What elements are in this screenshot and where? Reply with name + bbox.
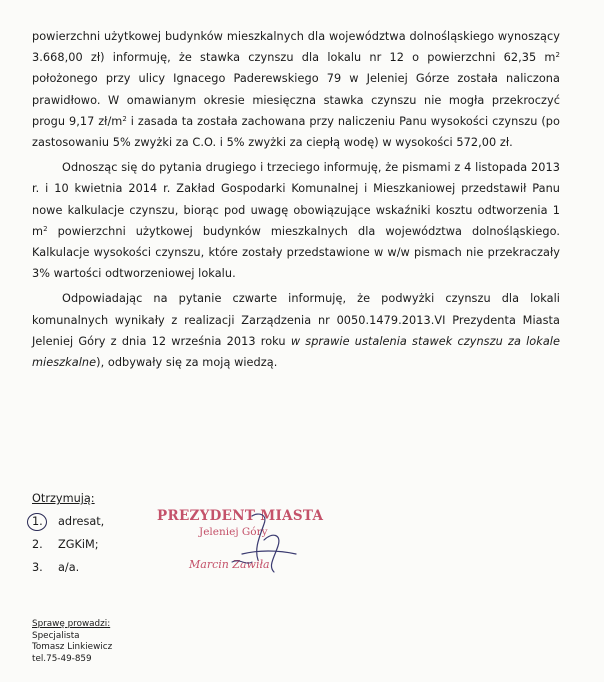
- handwritten-circle-mark: [27, 513, 47, 531]
- stamp-subtitle: Jeleniej Góry: [199, 526, 268, 538]
- paragraph-rent-rate: powierzchni użytkowej budynków mieszkalnych dla województwa dolnośląskiego wynoszący 3.668,00 zł) informuję, że stawka czynszu dla lokalu nr 12 o powierzchni 62,35 $m^2$ położonego przy ulicy Ignacego Paderewskiego 79 w Jeleniej Górze została naliczona prawidłowo. W omawianym okresie miesięczna stawka czynszu nie mogła przekroczyć progu 9,17 $zł/m^2$ i zasada ta została zachowana przy naliczeniu Panu wysokości czynszu (po zastosowaniu 5% zwyżki za C.O. i 5% zwyżki za ciepłą wodę) w wysokości 572,00 zł.: [32, 30, 560, 150]
- letter-body: [32, 26, 560, 373]
- case-handler-info: [32, 619, 112, 665]
- list-item: 2. ZGKiM;: [32, 538, 99, 551]
- paragraph-rent-increase: Odpowiadając na pytanie czwarte informuję, że podwyżki czynszu dla lokali komunalnych wynikały z realizacji Zarządzenia nr 0050.1479.2013.VI Prezydenta Miasta Jeleniej Góry z dnia 12 września 2013 roku w sprawie ustalenia stawek czynszu za lokale mieszkalne), odbywały się za moją wiedzą.: [32, 292, 560, 370]
- stamp-name: Marcin Zawiła: [189, 558, 270, 571]
- stamp-title: PREZYDENT MIASTA: [157, 508, 324, 524]
- list-item: 1. adresat,: [32, 510, 104, 533]
- footer-phone: tel.75-49-859: [32, 653, 92, 664]
- footer-heading: Sprawę prowadzi:: [32, 619, 111, 629]
- footer-name: Tomasz Linkiewicz: [32, 642, 113, 652]
- recipients-list: [32, 487, 104, 579]
- paragraph-calculations: Odnosząc się do pytania drugiego i trzeciego informuję, że pismami z 4 listopada 2013 r. i 10 kwietnia 2014 r. Zakład Gospodarki Komunalnej i Mieszkaniowej przedstawił Panu nowe kalkulacje czynszu, biorąc pod uwagę obowiązujące wskaźniki kosztu odtworzenia 1 $m^2$ powierzchni użytkowej budynków mieszkalnych dla województwa dolnośląskiego. Kalkulacje wysokości czynszu, które zostały przedstawione w w/w pismach nie przekraczały 3% wartości odtworzeniowej lokalu.: [32, 161, 560, 281]
- handwritten-signature: [212, 510, 322, 580]
- recipients-heading: Otrzymują:: [32, 492, 95, 505]
- list-item: 3. a/a.: [32, 561, 80, 574]
- footer-role: Specjalista: [32, 630, 80, 641]
